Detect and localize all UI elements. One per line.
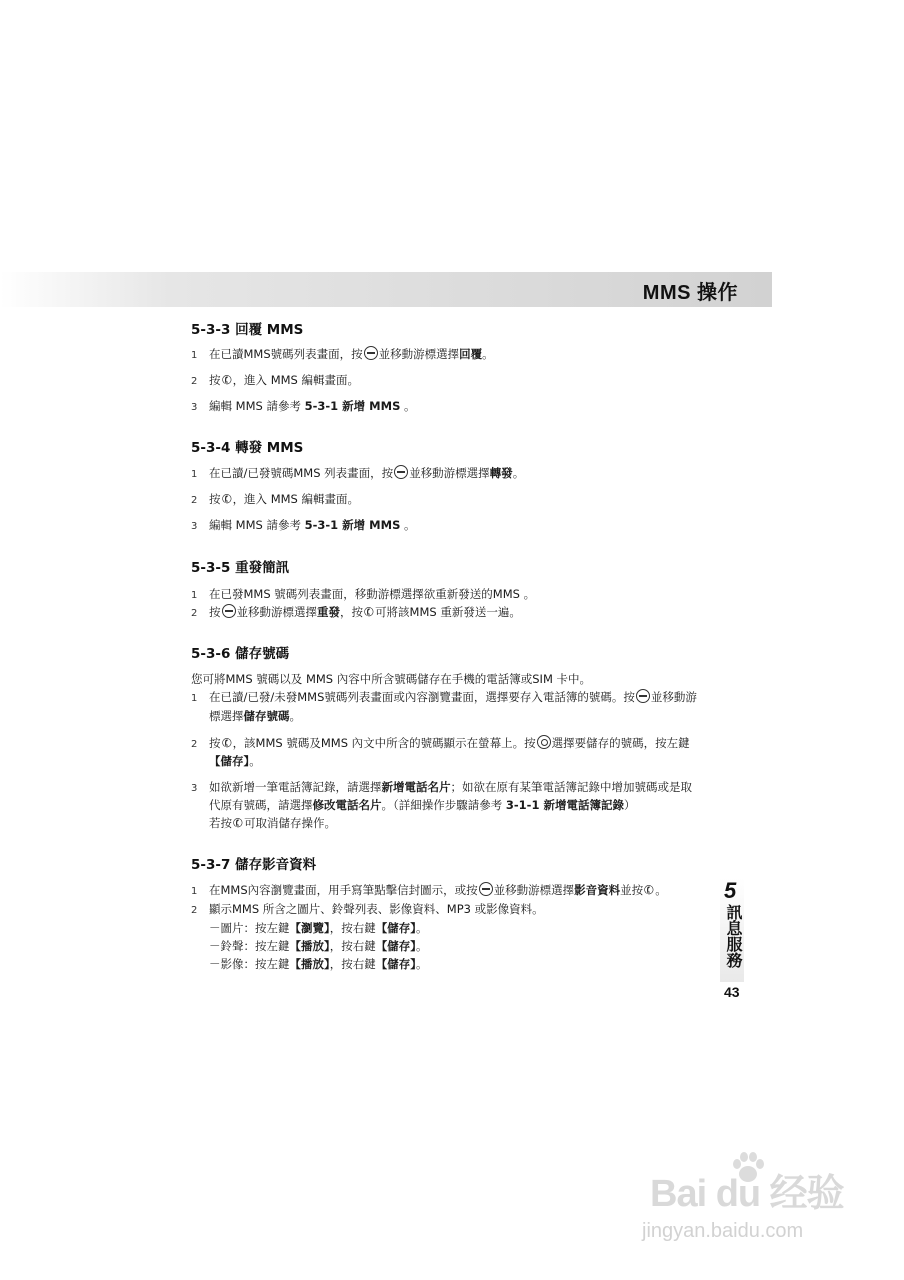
list-item: 2 按 並移動游標選擇重發，按✆可將該MMS 重新發送一遍。	[191, 602, 731, 624]
list-item: 3 如欲新增一筆電話簿記錄，請選擇新增電話名片；如欲在原有某筆電話簿記錄中增加號碼或是取	[191, 780, 692, 794]
section-heading-5-3-3: 5-3-3 回覆 MMS	[191, 322, 304, 338]
list-item: 2 按✆，該MMS 號碼及MMS 內文中所含的號碼顯示在螢幕上。按 選擇要儲存的號碼，按左鍵	[191, 733, 731, 755]
section-heading-5-3-5: 5-3-5 重發簡訊	[191, 560, 290, 576]
watermark	[620, 1150, 870, 1260]
send-key-icon: ✆	[219, 490, 234, 508]
chapter-number: 5	[724, 878, 737, 903]
watermark-logo-text: Bai du 经验	[650, 1173, 844, 1215]
list-item-continuation: 標選擇儲存號碼。	[209, 709, 301, 723]
send-key-icon: ✆	[219, 371, 234, 389]
list-item: 1 在已讀/已發號碼MMS 列表畫面，按 並移動游標選擇轉發。	[191, 466, 525, 480]
navigation-key-icon	[537, 735, 551, 749]
list-item-continuation: 代原有號碼，請選擇修改電話名片。（詳細操作步驟請參考 3-1-1 新增電話簿記錄）	[209, 798, 636, 812]
section-heading-5-3-7: 5-3-7 儲存影音資料	[191, 857, 317, 873]
send-key-icon: ✆	[219, 734, 234, 752]
page-header-title: MMS 操作	[642, 282, 738, 304]
list-item: 1 在已發MMS 號碼列表畫面，移動游標選擇欲重新發送的MMS 。	[191, 587, 536, 601]
minus-key-icon	[636, 689, 650, 703]
sub-item: －影像：按左鍵【播放】，按右鍵【儲存】。	[209, 957, 428, 971]
chapter-title: 訊息服務	[724, 904, 743, 968]
minus-key-icon	[394, 465, 408, 479]
list-item: 2 按✆，進入 MMS 編輯畫面。	[191, 370, 731, 392]
page-number: 43	[724, 984, 740, 1000]
list-item: 2 顯示MMS 所含之圖片、鈴聲列表、影像資料、MP3 或影像資料。	[191, 902, 544, 916]
section-heading-5-3-6: 5-3-6 儲存號碼	[191, 646, 290, 662]
section-heading-5-3-4: 5-3-4 轉發 MMS	[191, 440, 304, 456]
sub-item: －圖片：按左鍵【瀏覽】，按右鍵【儲存】。	[209, 921, 428, 935]
minus-key-icon	[364, 346, 378, 360]
minus-key-icon	[479, 882, 493, 896]
header-bar	[0, 272, 772, 307]
list-item: 2 按✆，進入 MMS 編輯畫面。	[191, 489, 731, 511]
list-item-continuation: 若按✆可取消儲存操作。	[209, 813, 729, 833]
sub-item: －鈴聲：按左鍵【播放】，按右鍵【儲存】。	[209, 939, 428, 953]
send-key-icon: ✆	[642, 881, 657, 899]
minus-key-icon	[222, 604, 236, 618]
section-intro: 您可將MMS 號碼以及 MMS 內容中所含號碼儲存在手機的電話簿或SIM 卡中。	[191, 672, 592, 686]
list-item: 1 在已讀MMS號碼列表畫面，按 並移動游標選擇回覆。	[191, 347, 494, 361]
list-item: 1 在已讀/已發/未發MMS號碼列表畫面或內容瀏覽畫面，選擇要存入電話簿的號碼。按 並移動游	[191, 690, 697, 704]
send-key-icon: ✆	[361, 603, 377, 621]
list-item: 3 編輯 MMS 請參考 5-3-1 新增 MMS 。	[191, 518, 416, 532]
list-item-continuation: 【儲存】。	[209, 754, 261, 768]
list-item: 3 編輯 MMS 請參考 5-3-1 新增 MMS 。	[191, 399, 416, 413]
list-item: 1 在MMS內容瀏覽畫面，用手寫筆點擊信封圖示，或按 並移動游標選擇影音資料並按✆。	[191, 880, 731, 902]
end-key-icon: ✆	[230, 814, 246, 832]
watermark-url: jingyan.baidu.com	[642, 1220, 804, 1242]
